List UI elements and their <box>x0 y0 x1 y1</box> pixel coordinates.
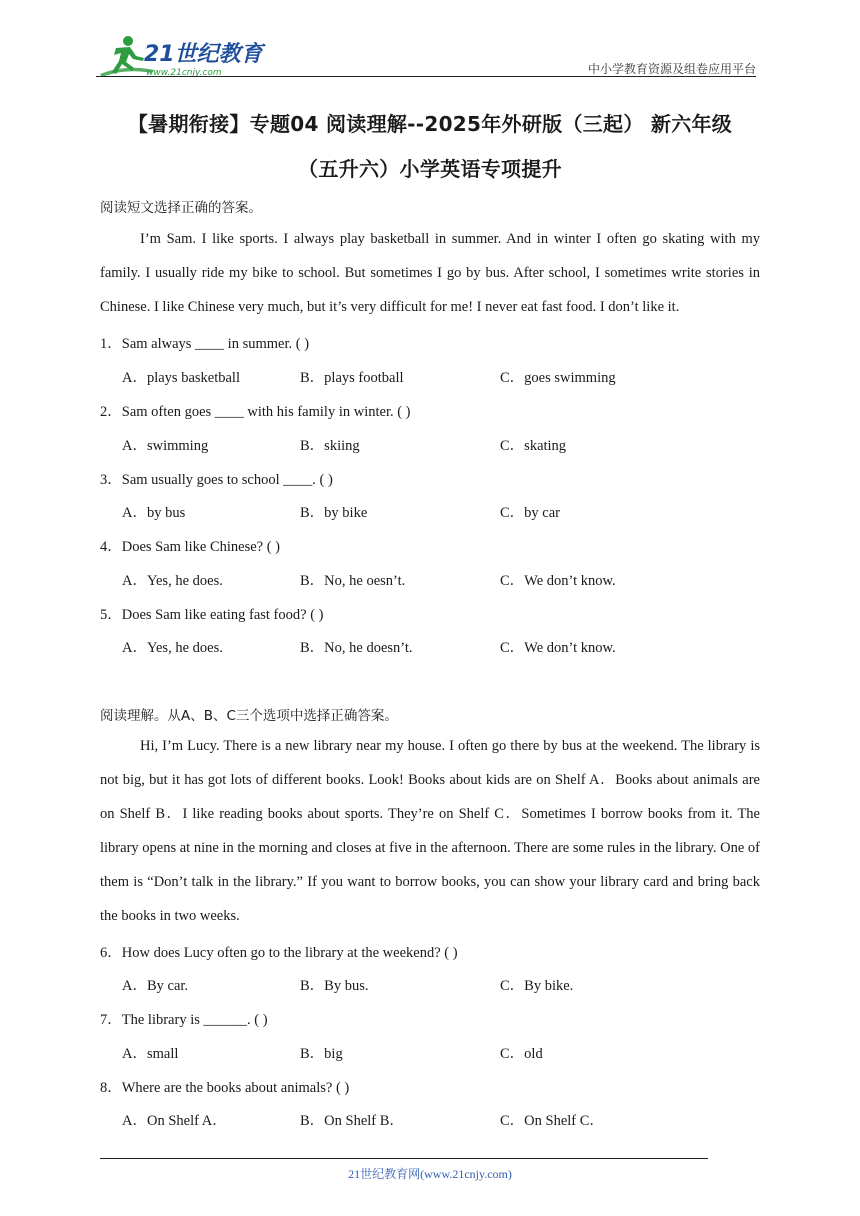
header-divider <box>96 76 756 77</box>
brand-logo <box>96 34 266 78</box>
q2-option-a[interactable]: A．swimming <box>122 438 209 454</box>
q6-option-a[interactable]: A．By car. <box>122 978 189 994</box>
section1-instruction: 阅读短文选择正确的答案。 <box>100 200 262 216</box>
document-title-line1: 【暑期衔接】专题04 阅读理解--2025年外研版（三起） 新六年级 <box>127 112 733 136</box>
q1-option-b[interactable]: B．plays football <box>300 370 404 386</box>
logo-text: 21世纪教育 <box>144 42 263 67</box>
q7-option-c[interactable]: C．old <box>500 1046 543 1062</box>
section1-passage <box>100 222 760 324</box>
q8-option-a[interactable]: A．On Shelf A． <box>122 1113 227 1129</box>
q6-option-c[interactable]: C．By bike. <box>500 978 574 994</box>
logo-url: www.21cnjy.com <box>146 68 222 78</box>
question-6: 6．How does Lucy often go to the library at the weekend? ( ) <box>100 945 458 961</box>
q6-option-b[interactable]: B．By bus. <box>300 978 369 994</box>
q7-option-b[interactable]: B．big <box>300 1046 343 1062</box>
q3-option-b[interactable]: B．by bike <box>300 505 368 521</box>
q2-option-b[interactable]: B．skiing <box>300 438 360 454</box>
q5-option-b[interactable]: B．No, he doesn’t. <box>300 640 413 656</box>
q7-option-a[interactable]: A．small <box>122 1046 179 1062</box>
footer-link[interactable]: 21世纪教育网(www.21cnjy.com) <box>348 1167 512 1181</box>
page-header <box>96 28 756 78</box>
question-5: 5．Does Sam like eating fast food? ( ) <box>100 607 324 623</box>
q4-option-c[interactable]: C．We don’t know. <box>500 573 616 589</box>
section2-passage-text: Hi, I’m Lucy. There is a new library near my house. I often go there by bus at the weekend. The library is not big, but it has got lots of different books. Look! Books about kids are on Shelf A．Books about animals are on Shelf B．I like reading books about sports. They’re on Shelf C．Sometimes I borrow books from it. The library opens at nine in the morning and closes at five in the afternoon. There are some rules in the library. One of them is “Don’t talk in the library.” If you want to borrow books, you can show your library card and bring back the books in two weeks. <box>100 738 760 924</box>
q4-option-b[interactable]: B．No, he oesn’t. <box>300 573 406 589</box>
q5-option-c[interactable]: C．We don’t know. <box>500 640 616 656</box>
q3-option-c[interactable]: C．by car <box>500 505 560 521</box>
document-title-line2: （五升六）小学英语专项提升 <box>298 157 562 181</box>
section1-passage-text: I’m Sam. I like sports. I always play basketball in summer. And in winter I often go skating with my family. I usually ride my bike to school. But sometimes I go by bus. After school, I sometimes write stories in Chinese. I like Chinese very much, but it’s very difficult for me! I never eat fast food. I don’t like it. <box>100 231 760 315</box>
q8-option-b[interactable]: B．On Shelf B． <box>300 1113 404 1129</box>
question-4: 4．Does Sam like Chinese? ( ) <box>100 539 281 555</box>
q1-option-a[interactable]: A．plays basketball <box>122 370 240 386</box>
question-8: 8．Where are the books about animals? ( ) <box>100 1080 350 1096</box>
question-3: 3．Sam usually goes to school ____. ( ) <box>100 472 333 488</box>
question-7: 7．The library is ______. ( ) <box>100 1012 268 1028</box>
section2-passage <box>100 729 760 933</box>
header-slogan: 中小学教育资源及组卷应用平台 <box>587 62 756 76</box>
q4-option-a[interactable]: A．Yes, he does. <box>122 573 223 589</box>
q5-option-a[interactable]: A．Yes, he does. <box>122 640 223 656</box>
q2-option-c[interactable]: C．skating <box>500 438 567 454</box>
q1-option-c[interactable]: C．goes swimming <box>500 370 616 386</box>
footer-divider <box>100 1158 708 1159</box>
q8-option-c[interactable]: C．On Shelf C． <box>500 1113 604 1129</box>
q3-option-a[interactable]: A．by bus <box>122 505 186 521</box>
question-1: 1．Sam always ____ in summer. ( ) <box>100 336 310 352</box>
question-2: 2．Sam often goes ____ with his family in winter. ( ) <box>100 404 411 420</box>
section2-instruction: 阅读理解。从A、B、C三个选项中选择正确答案。 <box>100 708 398 724</box>
